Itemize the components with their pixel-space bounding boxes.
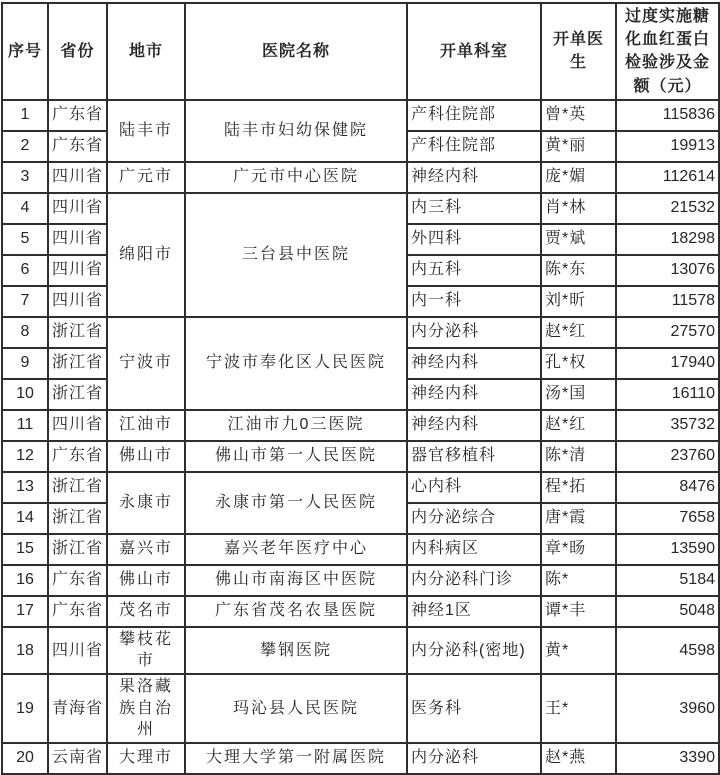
table-row bbox=[2, 472, 719, 503]
cell-hospital: 攀钢医院 bbox=[185, 627, 407, 674]
cell-department: 内三科 bbox=[407, 193, 541, 224]
cell-serial: 1 bbox=[2, 100, 48, 131]
cell-serial: 18 bbox=[2, 627, 48, 674]
cell-city: 大理市 bbox=[107, 743, 185, 774]
cell-province: 四川省 bbox=[48, 255, 107, 286]
cell-serial: 3 bbox=[2, 162, 48, 193]
header-serial: 序号 bbox=[2, 3, 48, 100]
cell-hospital: 陆丰市妇幼保健院 bbox=[185, 100, 407, 162]
cell-city: 宁波市 bbox=[107, 317, 185, 410]
hospital-billing-table bbox=[1, 2, 720, 775]
cell-doctor: 肖*林 bbox=[541, 193, 616, 224]
cell-doctor: 赵*红 bbox=[541, 410, 616, 441]
cell-city: 绵阳市 bbox=[107, 193, 185, 317]
cell-city: 陆丰市 bbox=[107, 100, 185, 162]
cell-department: 内分泌科 bbox=[407, 317, 541, 348]
cell-amount: 115836 bbox=[616, 100, 719, 131]
table-row bbox=[2, 743, 719, 774]
header-city: 地市 bbox=[107, 3, 185, 100]
cell-doctor: 程*拓 bbox=[541, 472, 616, 503]
cell-department: 神经内科 bbox=[407, 162, 541, 193]
cell-province: 浙江省 bbox=[48, 348, 107, 379]
cell-hospital: 大理大学第一附属医院 bbox=[185, 743, 407, 774]
cell-department: 心内科 bbox=[407, 472, 541, 503]
cell-doctor: 刘*昕 bbox=[541, 286, 616, 317]
table-header bbox=[2, 3, 719, 100]
cell-serial: 16 bbox=[2, 565, 48, 596]
cell-province: 云南省 bbox=[48, 743, 107, 774]
table-row bbox=[2, 410, 719, 441]
cell-city: 攀枝花市 bbox=[107, 627, 185, 674]
cell-amount: 5184 bbox=[616, 565, 719, 596]
cell-serial: 13 bbox=[2, 472, 48, 503]
cell-province: 四川省 bbox=[48, 193, 107, 224]
cell-amount: 18298 bbox=[616, 224, 719, 255]
cell-province: 四川省 bbox=[48, 627, 107, 674]
cell-province: 青海省 bbox=[48, 674, 107, 743]
table-row bbox=[2, 627, 719, 674]
cell-city: 果洛藏族自治州 bbox=[107, 674, 185, 743]
cell-hospital: 永康市第一人民医院 bbox=[185, 472, 407, 534]
cell-serial: 10 bbox=[2, 379, 48, 410]
cell-province: 浙江省 bbox=[48, 503, 107, 534]
cell-doctor: 唐*霞 bbox=[541, 503, 616, 534]
cell-doctor: 章*旸 bbox=[541, 534, 616, 565]
cell-amount: 4598 bbox=[616, 627, 719, 674]
cell-doctor: 王* bbox=[541, 674, 616, 743]
cell-doctor: 陈*东 bbox=[541, 255, 616, 286]
cell-doctor: 曾*英 bbox=[541, 100, 616, 131]
header-hospital: 医院名称 bbox=[185, 3, 407, 100]
table-row bbox=[2, 162, 719, 193]
cell-serial: 2 bbox=[2, 131, 48, 162]
cell-department: 内科病区 bbox=[407, 534, 541, 565]
cell-department: 内分泌科门诊 bbox=[407, 565, 541, 596]
cell-province: 浙江省 bbox=[48, 472, 107, 503]
cell-department: 神经1区 bbox=[407, 596, 541, 627]
cell-department: 产科住院部 bbox=[407, 100, 541, 131]
cell-doctor: 汤*国 bbox=[541, 379, 616, 410]
table-row bbox=[2, 565, 719, 596]
table-row bbox=[2, 317, 719, 348]
cell-doctor: 孔*权 bbox=[541, 348, 616, 379]
cell-province: 广东省 bbox=[48, 565, 107, 596]
header-amount: 过度实施糖化血红蛋白检验涉及金额（元） bbox=[616, 3, 719, 100]
cell-serial: 17 bbox=[2, 596, 48, 627]
cell-doctor: 赵*红 bbox=[541, 317, 616, 348]
cell-amount: 19913 bbox=[616, 131, 719, 162]
cell-hospital: 玛沁县人民医院 bbox=[185, 674, 407, 743]
cell-serial: 11 bbox=[2, 410, 48, 441]
cell-doctor: 庞*媚 bbox=[541, 162, 616, 193]
cell-amount: 13076 bbox=[616, 255, 719, 286]
cell-city: 茂名市 bbox=[107, 596, 185, 627]
cell-city: 永康市 bbox=[107, 472, 185, 534]
cell-hospital: 宁波市奉化区人民医院 bbox=[185, 317, 407, 410]
cell-hospital: 江油市九0三医院 bbox=[185, 410, 407, 441]
cell-department: 外四科 bbox=[407, 224, 541, 255]
table-row bbox=[2, 441, 719, 472]
cell-amount: 112614 bbox=[616, 162, 719, 193]
cell-amount: 13590 bbox=[616, 534, 719, 565]
cell-serial: 14 bbox=[2, 503, 48, 534]
cell-department: 内分泌科 bbox=[407, 743, 541, 774]
table-row bbox=[2, 100, 719, 131]
cell-doctor: 贾*斌 bbox=[541, 224, 616, 255]
cell-city: 佛山市 bbox=[107, 565, 185, 596]
cell-department: 神经内科 bbox=[407, 348, 541, 379]
cell-doctor: 谭*丰 bbox=[541, 596, 616, 627]
cell-department: 内分泌科(密地) bbox=[407, 627, 541, 674]
cell-department: 神经内科 bbox=[407, 410, 541, 441]
cell-department: 内分泌综合 bbox=[407, 503, 541, 534]
cell-hospital: 佛山市南海区中医院 bbox=[185, 565, 407, 596]
cell-hospital: 佛山市第一人民医院 bbox=[185, 441, 407, 472]
header-doctor: 开单医生 bbox=[541, 3, 616, 100]
cell-doctor: 黄* bbox=[541, 627, 616, 674]
cell-city: 广元市 bbox=[107, 162, 185, 193]
cell-province: 广东省 bbox=[48, 100, 107, 131]
table-row bbox=[2, 534, 719, 565]
cell-province: 浙江省 bbox=[48, 317, 107, 348]
cell-amount: 8476 bbox=[616, 472, 719, 503]
cell-doctor: 黄*丽 bbox=[541, 131, 616, 162]
document-root bbox=[0, 2, 720, 767]
cell-hospital: 广元市中心医院 bbox=[185, 162, 407, 193]
header-department: 开单科室 bbox=[407, 3, 541, 100]
cell-department: 内一科 bbox=[407, 286, 541, 317]
cell-doctor: 陈*清 bbox=[541, 441, 616, 472]
table-body bbox=[2, 100, 719, 774]
cell-province: 广东省 bbox=[48, 596, 107, 627]
cell-serial: 19 bbox=[2, 674, 48, 743]
cell-serial: 20 bbox=[2, 743, 48, 774]
cell-amount: 21532 bbox=[616, 193, 719, 224]
cell-province: 四川省 bbox=[48, 286, 107, 317]
cell-serial: 8 bbox=[2, 317, 48, 348]
cell-city: 嘉兴市 bbox=[107, 534, 185, 565]
cell-doctor: 赵*燕 bbox=[541, 743, 616, 774]
cell-amount: 27570 bbox=[616, 317, 719, 348]
cell-department: 医务科 bbox=[407, 674, 541, 743]
cell-amount: 23760 bbox=[616, 441, 719, 472]
cell-doctor: 陈* bbox=[541, 565, 616, 596]
cell-hospital: 三台县中医院 bbox=[185, 193, 407, 317]
cell-amount: 17940 bbox=[616, 348, 719, 379]
cell-amount: 3390 bbox=[616, 743, 719, 774]
cell-amount: 5048 bbox=[616, 596, 719, 627]
cell-department: 内五科 bbox=[407, 255, 541, 286]
cell-province: 四川省 bbox=[48, 162, 107, 193]
cell-province: 广东省 bbox=[48, 441, 107, 472]
cell-amount: 16110 bbox=[616, 379, 719, 410]
cell-amount: 3960 bbox=[616, 674, 719, 743]
cell-province: 浙江省 bbox=[48, 534, 107, 565]
table-row bbox=[2, 596, 719, 627]
cell-serial: 4 bbox=[2, 193, 48, 224]
cell-hospital: 嘉兴老年医疗中心 bbox=[185, 534, 407, 565]
cell-serial: 7 bbox=[2, 286, 48, 317]
cell-serial: 15 bbox=[2, 534, 48, 565]
cell-hospital: 广东省茂名农垦医院 bbox=[185, 596, 407, 627]
cell-amount: 35732 bbox=[616, 410, 719, 441]
cell-department: 神经内科 bbox=[407, 379, 541, 410]
cell-province: 四川省 bbox=[48, 410, 107, 441]
cell-department: 产科住院部 bbox=[407, 131, 541, 162]
table-row bbox=[2, 193, 719, 224]
table-row bbox=[2, 674, 719, 743]
cell-amount: 11578 bbox=[616, 286, 719, 317]
cell-province: 浙江省 bbox=[48, 379, 107, 410]
cell-city: 佛山市 bbox=[107, 441, 185, 472]
cell-city: 江油市 bbox=[107, 410, 185, 441]
header-province: 省份 bbox=[48, 3, 107, 100]
cell-serial: 6 bbox=[2, 255, 48, 286]
cell-department: 器官移植科 bbox=[407, 441, 541, 472]
cell-serial: 9 bbox=[2, 348, 48, 379]
cell-province: 四川省 bbox=[48, 224, 107, 255]
cell-serial: 12 bbox=[2, 441, 48, 472]
cell-serial: 5 bbox=[2, 224, 48, 255]
table-header-row bbox=[2, 3, 719, 100]
cell-province: 广东省 bbox=[48, 131, 107, 162]
cell-amount: 7658 bbox=[616, 503, 719, 534]
